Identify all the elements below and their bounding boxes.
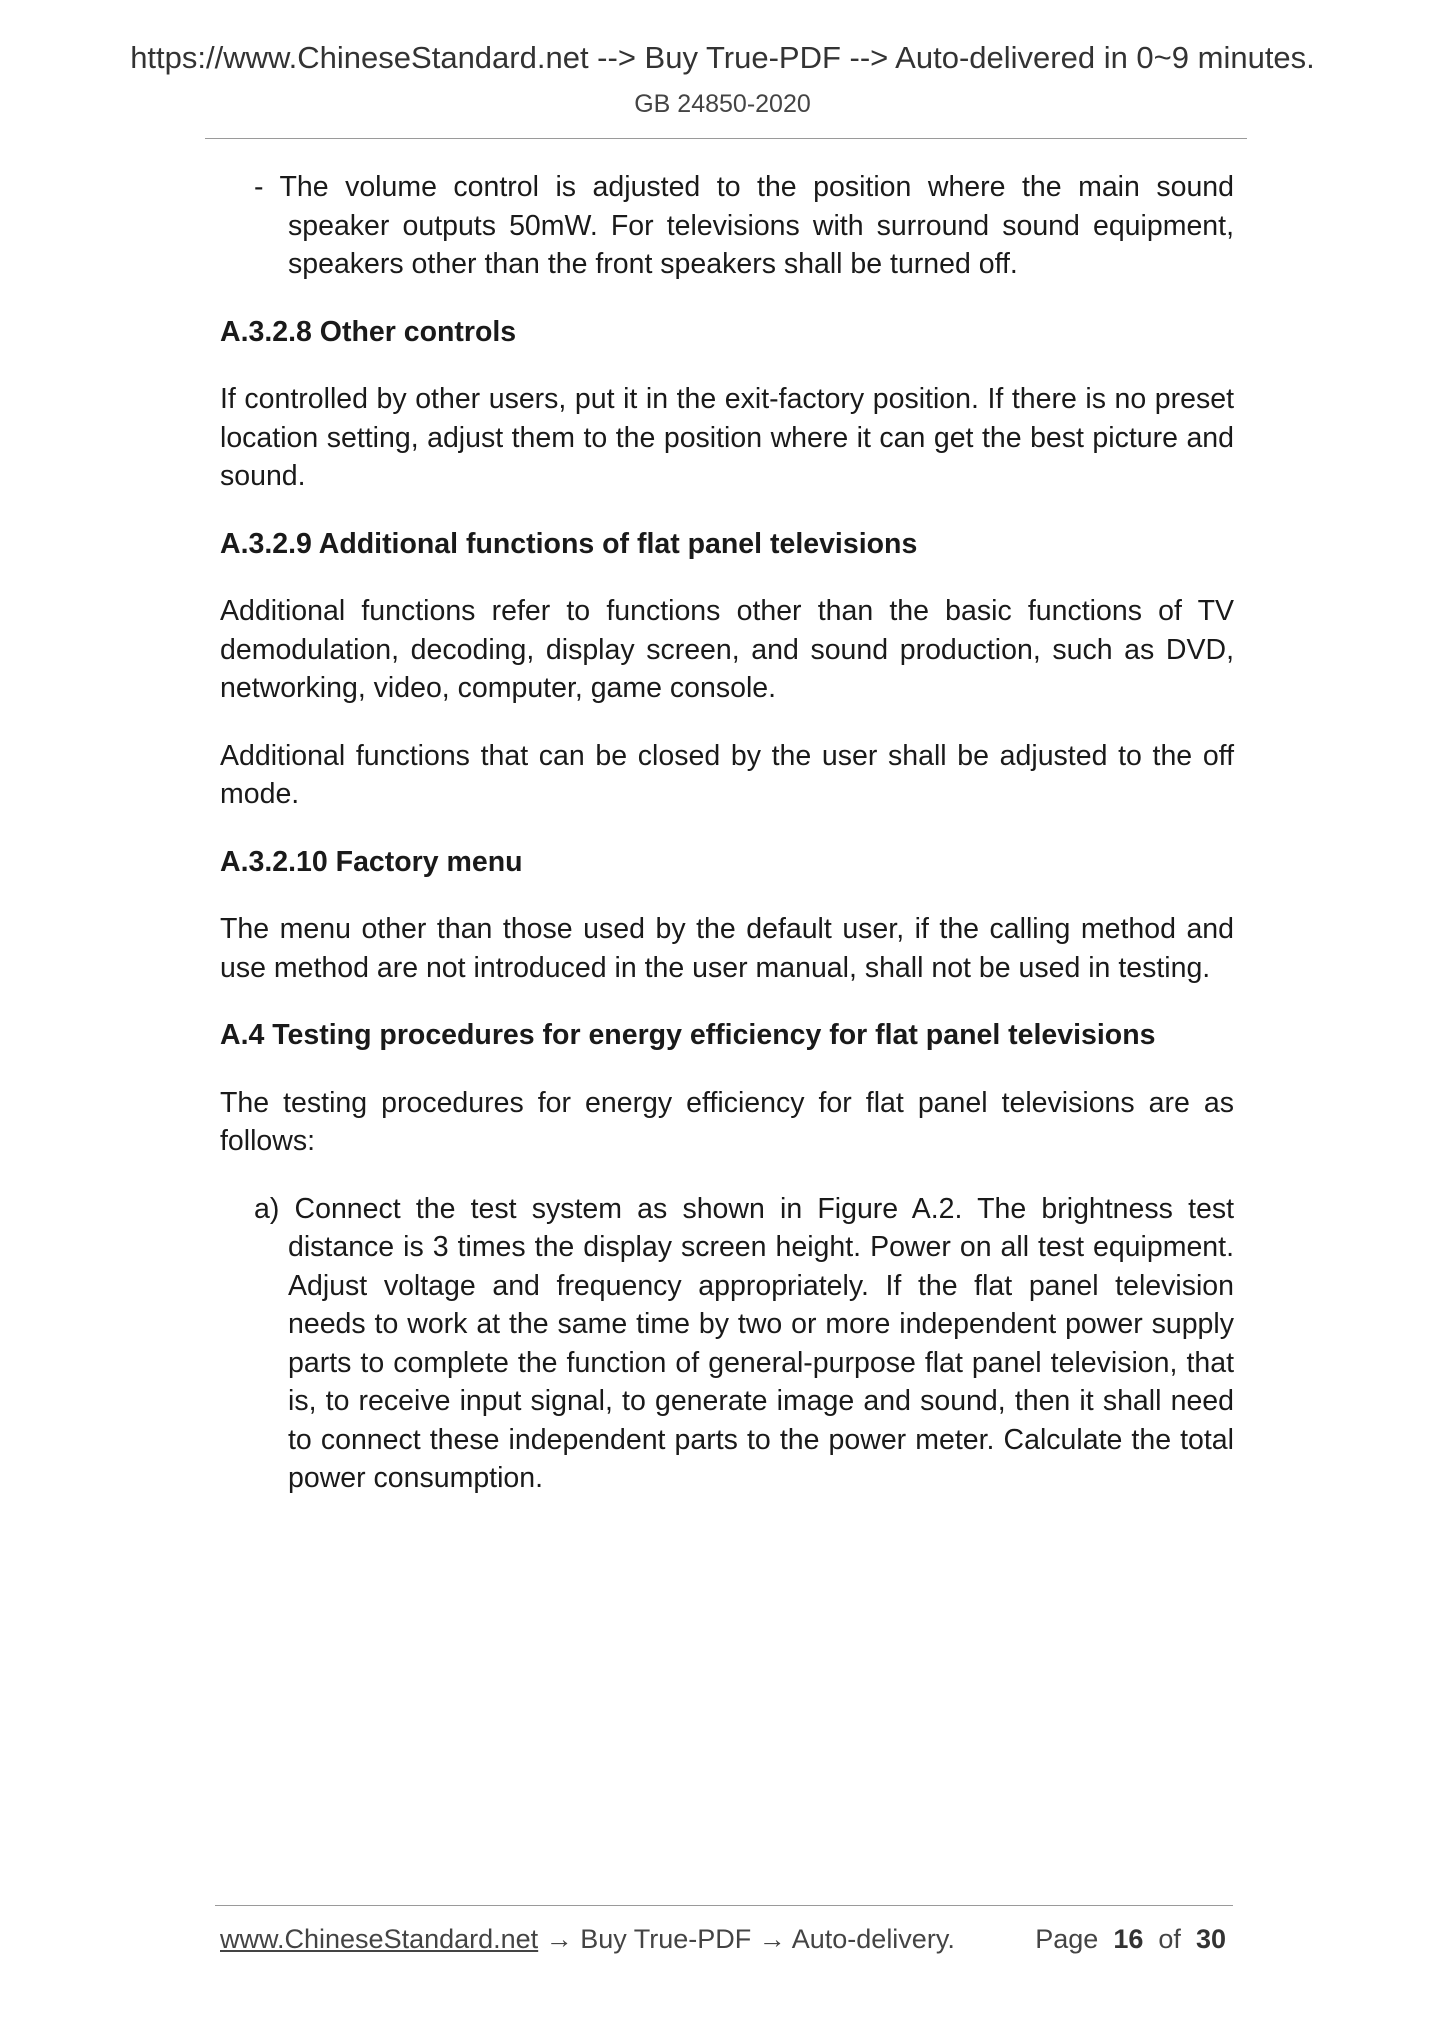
- page-number: 16: [1113, 1924, 1144, 1954]
- of-word: of: [1158, 1924, 1181, 1954]
- heading-a328: A.3.2.8 Other controls: [220, 315, 517, 348]
- paragraph-a328: If controlled by other users, put it in the exit-factory position. If there is no preset location setting, adjust them to the position where it can get the best picture and sound.: [220, 383, 1234, 492]
- header-banner: https://www.ChineseStandard.net --> Buy True-PDF --> Auto-delivered in 0~9 minutes.: [130, 40, 1315, 75]
- document-body: [220, 168, 1234, 1527]
- paragraph-a4: The testing procedures for energy efficiency for flat panel televisions are as follows:: [220, 1086, 1234, 1157]
- heading-a329: A.3.2.9 Additional functions of flat panel televisions: [220, 527, 918, 560]
- footer-divider: [215, 1905, 1233, 1906]
- header-divider: [205, 138, 1247, 139]
- paragraph-a329-1: Additional functions refer to functions other than the basic functions of TV demodulation, decoding, display screen, and sound production, such as DVD, networking, video, computer, game console.: [220, 595, 1234, 704]
- heading-a4: A.4 Testing procedures for energy efficiency for flat panel televisions: [220, 1019, 1156, 1051]
- page-indicator: [1035, 1924, 1226, 1955]
- page-total: 30: [1195, 1924, 1226, 1954]
- bullet-volume-control: - The volume control is adjusted to the position where the main sound speaker outputs 50mW. For televisions with surround sound equipment, speakers other than the front speakers shall be turned off.: [254, 171, 1234, 280]
- standard-code: GB 24850-2020: [634, 90, 811, 118]
- paragraph-a329-2: Additional functions that can be closed by the user shall be adjusted to the off mode.: [220, 739, 1234, 810]
- heading-a3210: A.3.2.10 Factory menu: [220, 845, 523, 878]
- paragraph-a3210: The menu other than those used by the default user, if the calling method and use method are not introduced in the user manual, shall not be used in testing.: [220, 913, 1234, 984]
- footer-left: [220, 1924, 955, 1955]
- list-item-a: a) Connect the test system as shown in Figure A.2. The brightness test distance is 3 times the display screen height. Power on all test equipment. Adjust voltage and frequency appropriately. If the flat panel television needs to work at the same time by two or more independent power supply parts to complete the function of general-purpose flat panel television, that is, to receive input signal, to generate image and sound, then it shall need to connect these independent parts to the power meter. Calculate the total power consumption.: [254, 1192, 1234, 1494]
- page-word: Page: [1035, 1924, 1099, 1954]
- footer-tagline: → Buy True-PDF → Auto-delivery.: [538, 1924, 955, 1954]
- footer-site-link[interactable]: www.ChineseStandard.net: [220, 1924, 539, 1954]
